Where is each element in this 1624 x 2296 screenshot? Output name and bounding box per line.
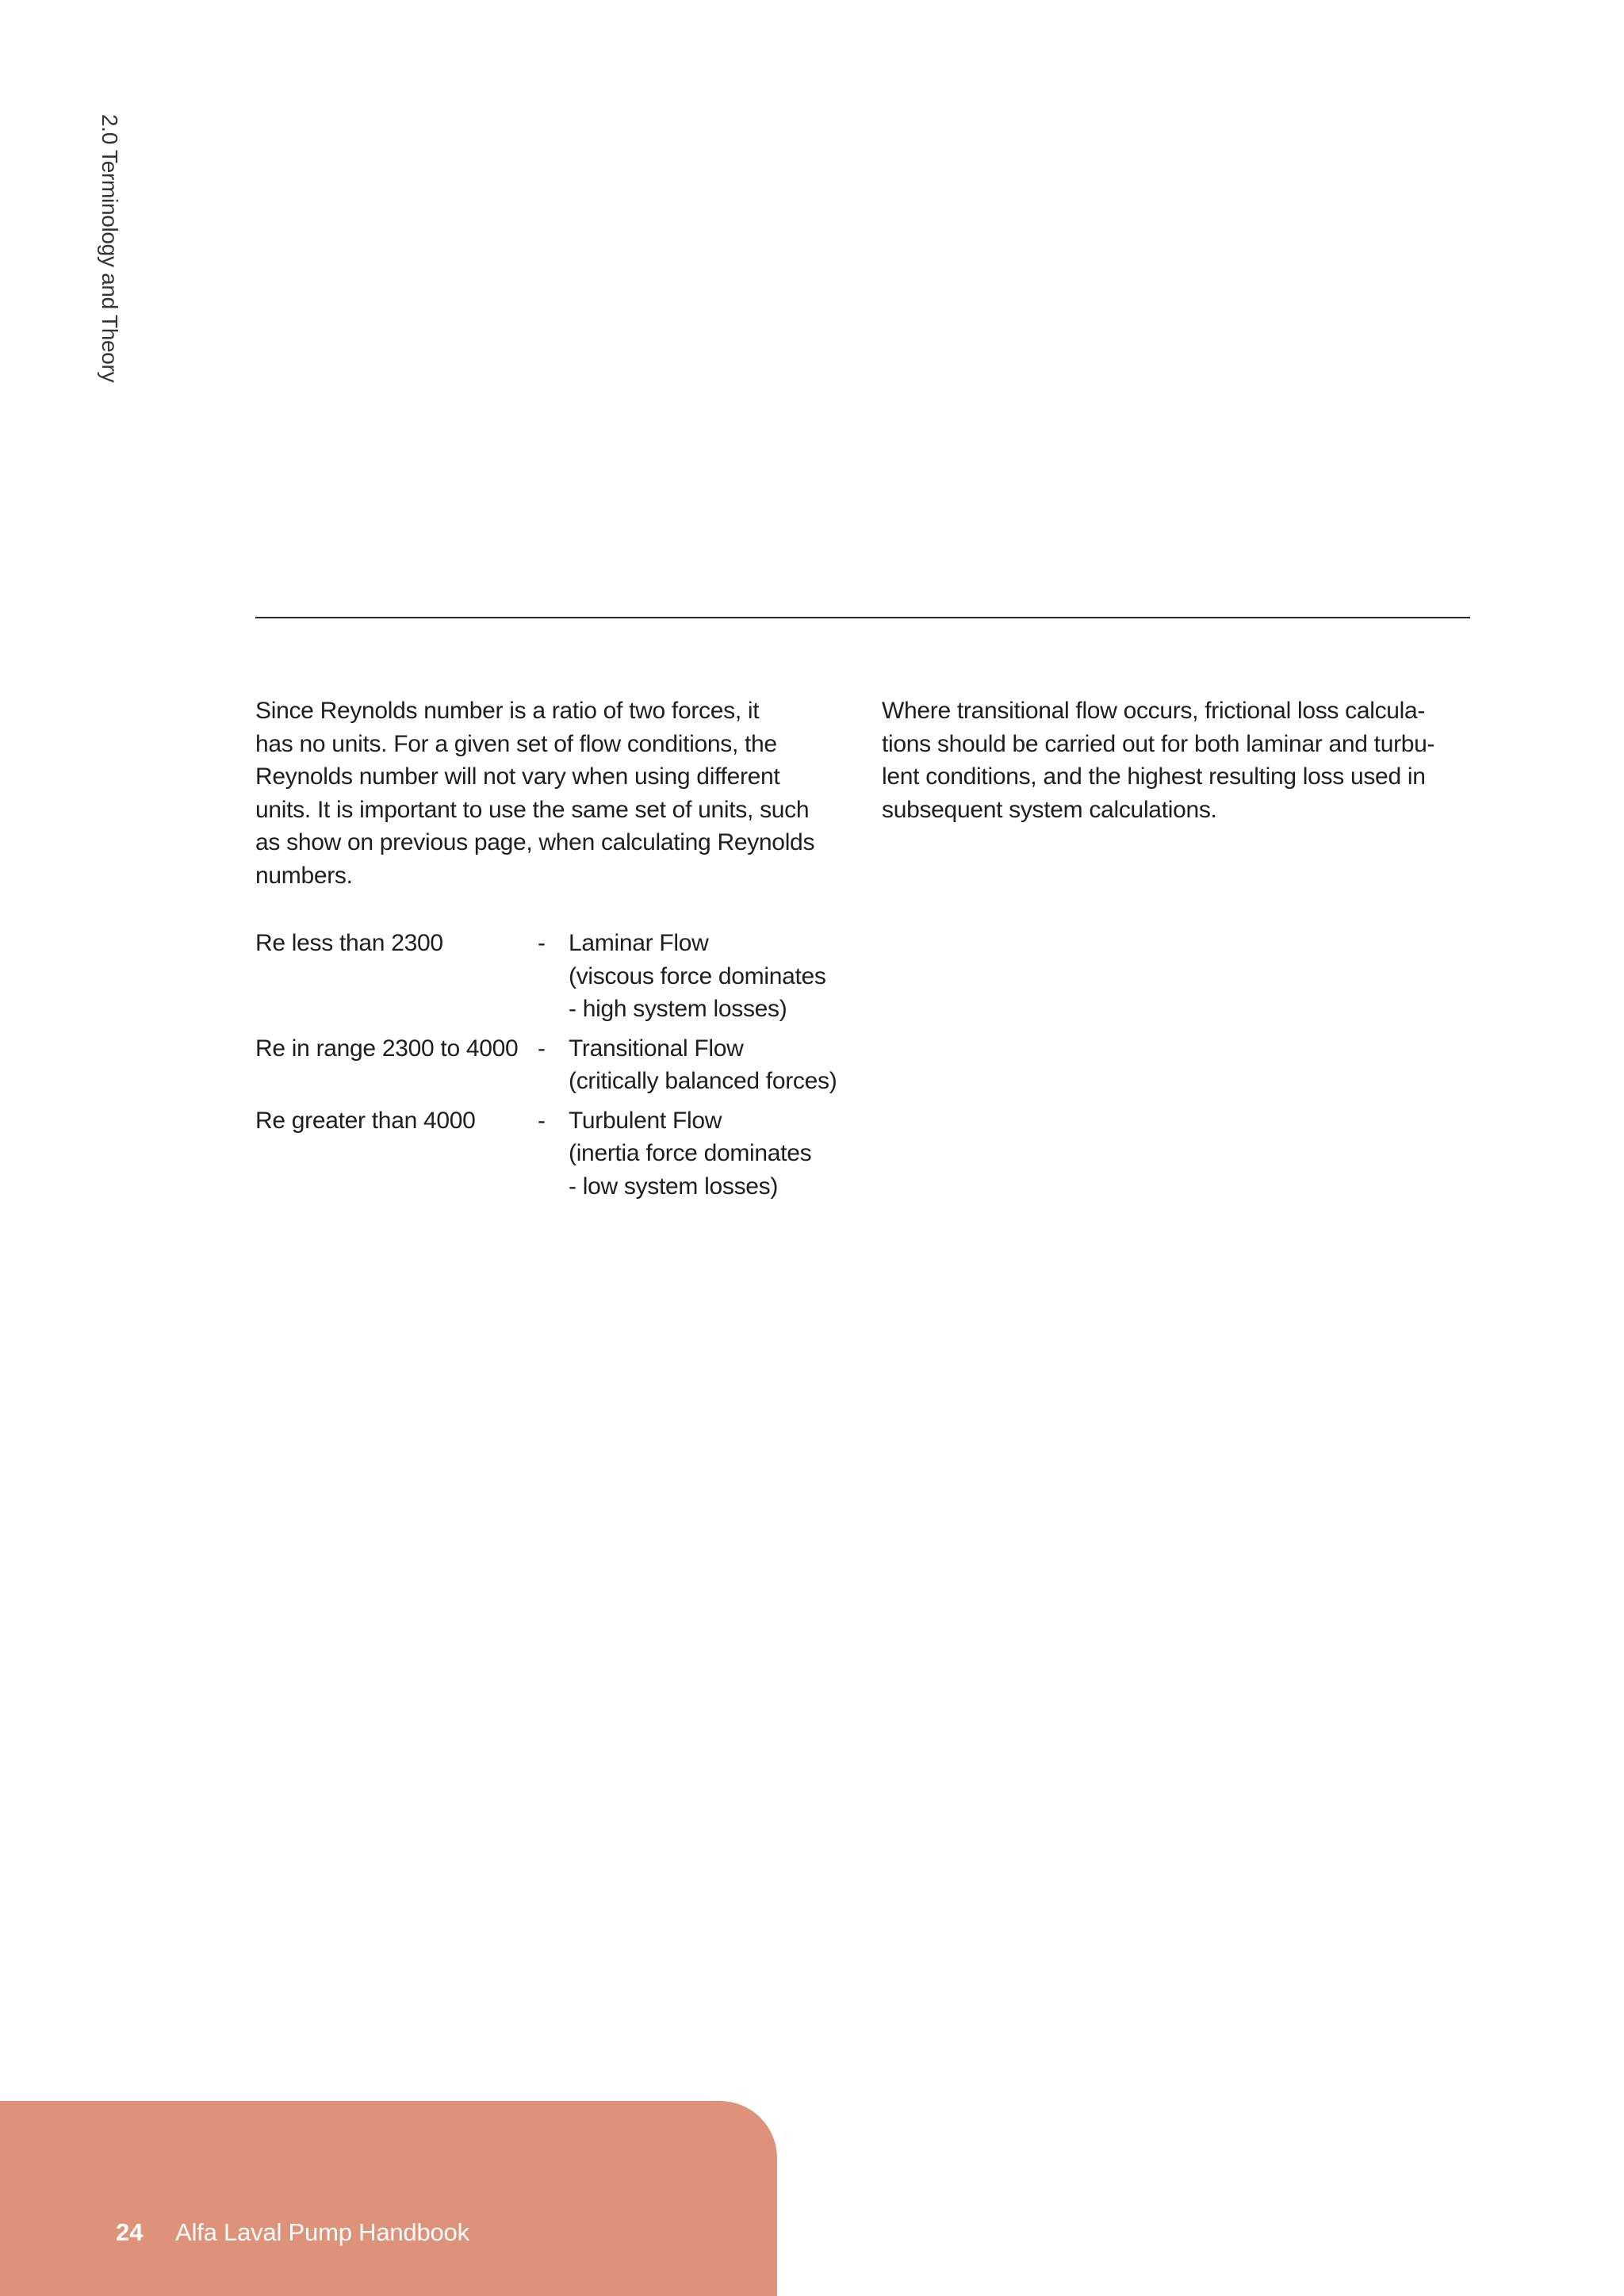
flow-description-line: (viscous force dominates <box>569 962 826 989</box>
flow-dash: - <box>538 1035 546 1062</box>
flow-regime-turbulent <box>255 1104 858 1203</box>
paragraph-line: tions should be carried out for both laminar and turbu- <box>882 730 1435 757</box>
paragraph-line: Where transitional flow occurs, frictional loss calcula- <box>882 698 1426 724</box>
flow-description-line: Laminar Flow <box>569 930 709 956</box>
paragraph-line: has no units. For a given set of flow conditions, the <box>255 730 777 757</box>
flow-condition: Re greater than 4000 <box>255 1107 476 1134</box>
paragraph-line: as show on previous page, when calculating Reynolds <box>255 829 815 855</box>
flow-description-line: Transitional Flow <box>569 1035 744 1062</box>
flow-description-line: - low system losses) <box>569 1173 779 1200</box>
flow-dash: - <box>538 930 546 956</box>
paragraph-line: Since Reynolds number is a ratio of two forces, it <box>255 698 760 724</box>
flow-description <box>569 927 858 1026</box>
footer-accent-block <box>0 2101 777 2296</box>
flow-regime-laminar <box>255 927 858 1026</box>
flow-regime-transitional <box>255 1032 858 1098</box>
right-column <box>882 695 1484 826</box>
flow-regime-list <box>255 927 858 1203</box>
transitional-flow-paragraph <box>882 695 1484 826</box>
paragraph-line: numbers. <box>255 862 353 889</box>
handbook-title: Alfa Laval Pump Handbook <box>175 2218 469 2246</box>
flow-condition: Re less than 2300 <box>255 930 443 956</box>
paragraph-line: units. It is important to use the same set of units, such <box>255 796 810 823</box>
section-side-label: 2.0 Terminology and Theory <box>98 114 122 383</box>
flow-description <box>569 1032 858 1098</box>
flow-description-line: - high system losses) <box>569 996 787 1022</box>
flow-description-line: Turbulent Flow <box>569 1107 722 1134</box>
paragraph-line: lent conditions, and the highest resulting loss used in <box>882 763 1426 790</box>
page-number: 24 <box>116 2218 144 2246</box>
flow-description-line: (inertia force dominates <box>569 1140 812 1166</box>
flow-description <box>569 1104 858 1203</box>
left-column <box>255 695 858 1209</box>
flow-dash: - <box>538 1107 546 1134</box>
section-divider <box>255 617 1470 618</box>
paragraph-line: Reynolds number will not vary when using different <box>255 763 780 790</box>
flow-condition: Re in range 2300 to 4000 <box>255 1035 519 1062</box>
paragraph-line: subsequent system calculations. <box>882 796 1217 823</box>
reynolds-units-paragraph <box>255 695 858 892</box>
flow-description-line: (critically balanced forces) <box>569 1068 837 1094</box>
